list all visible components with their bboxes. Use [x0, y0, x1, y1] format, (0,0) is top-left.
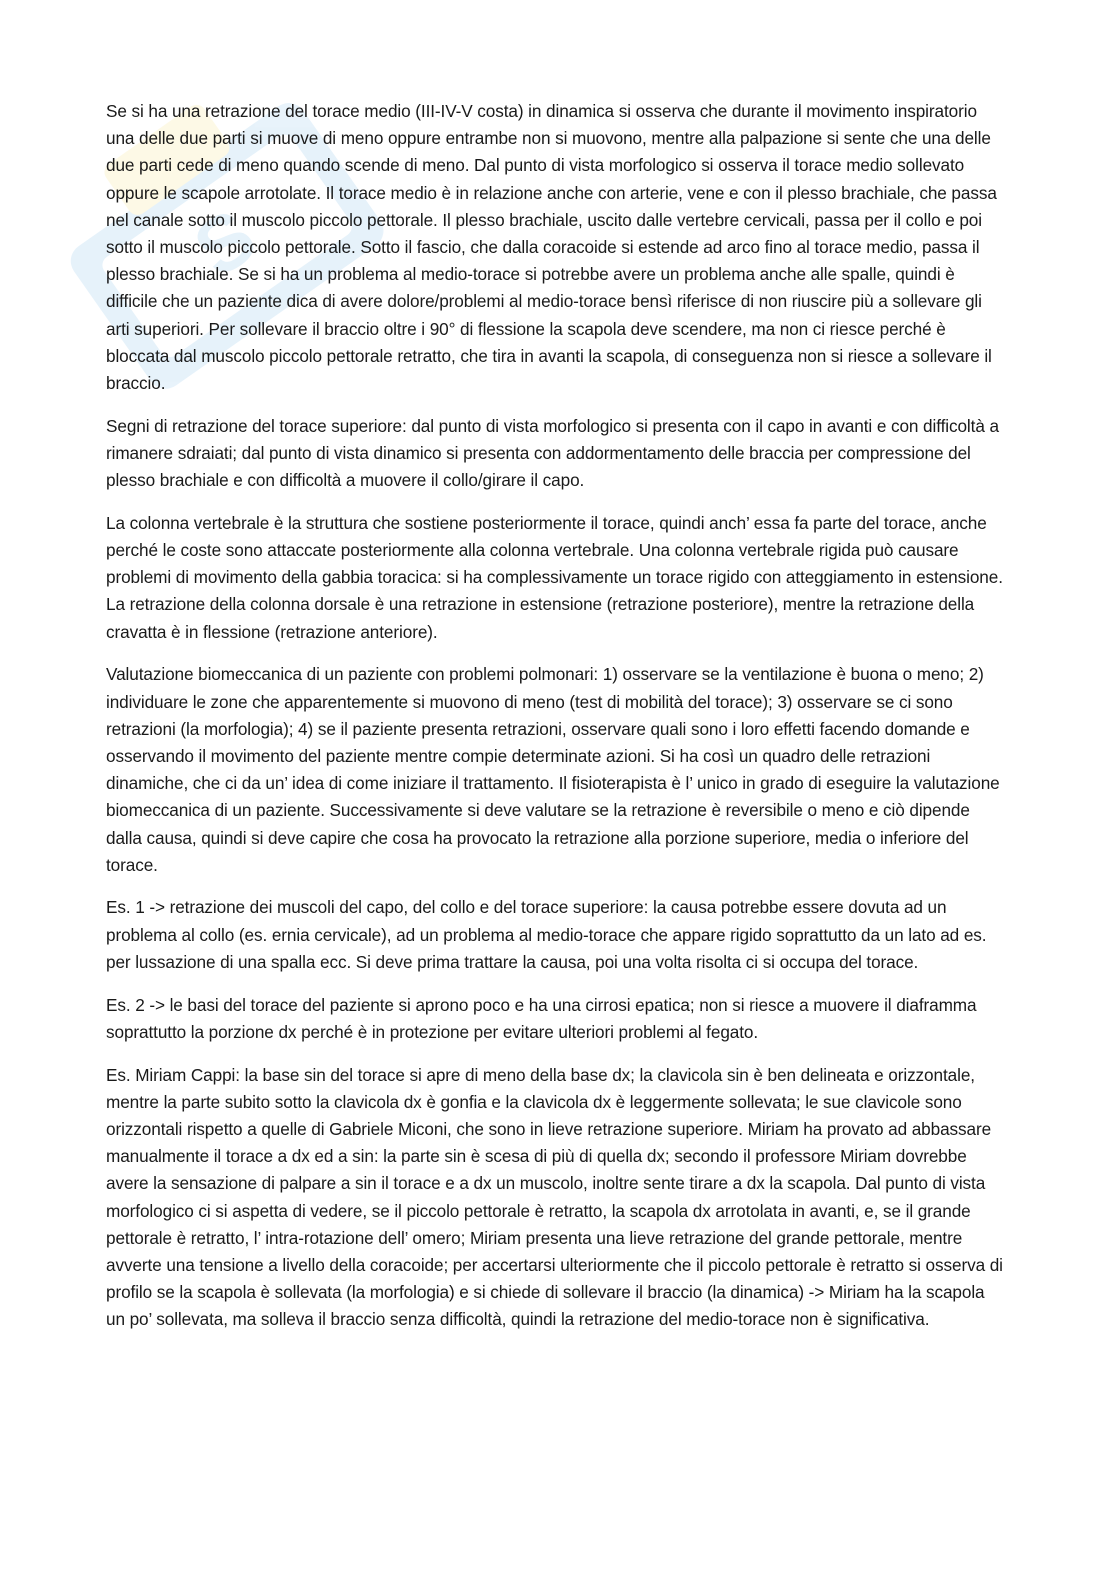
paragraph-esempio-miriam: Es. Miriam Cappi: la base sin del torace si apre di meno della base dx; la clavicola sin è ben delineata e orizzontale, mentre la parte subito sotto la clavicola dx è gonfia e la clavicola dx è leggermente sollevata; le sue clavicole sono orizzontali rispetto a quelle di Gabriele Miconi, che sono in lieve retrazione superiore. Miriam ha provato ad abbassare manualmente il torace a dx ed a sin: la parte sin è scesa di più di quella dx; secondo il professore Miriam dovrebbe avere la sensazione di palpare a sin il torace e a dx un muscolo, inoltre sente tirare a dx la scapola. Dal punto di vista morfologico ci si aspetta di vedere, se il piccolo pettorale è retratto, la scapola dx arrotolata in avanti, e, se il grande pettorale è retratto, l’ intra-rotazione dell’ omero; Miriam presenta una lieve retrazione del grande pettorale, mentre avverte una tensione a livello della coracoide; per accertarsi ulteriormente che il piccolo pettorale è retratto si osserva di profilo se la scapola è sollevata (la morfologia) e si chiede di sollevare il braccio (la dinamica) -> Miriam ha la scapola un po’ sollevata, ma solleva il braccio senza difficoltà, quindi la retrazione del medio-torace non è significativa. [106, 1064, 1003, 1330]
paragraph-esempio-1: Es. 1 -> retrazione dei muscoli del capo, del collo e del torace superiore: la causa potrebbe essere dovuta ad un problema al collo (es. ernia cervicale), ad un problema al medio-torace che appare rigido soprattutto da un lato ad es. per lussazione di una spalla ecc. Si deve prima trattare la causa, poi una volta risolta ci si occupa del torace. [106, 897, 987, 972]
svg-text:S: S [178, 191, 272, 294]
paragraph-torace-superiore: Segni di retrazione del torace superiore: dal punto di vista morfologico si presenta con il capo in avanti e con difficoltà a rimanere sdraiati; dal punto di vista dinamico si presenta con addormentamento delle braccia per compressione del plesso brachiale e con difficoltà a muovere il collo/girare il capo. [106, 415, 999, 491]
document-body [106, 98, 1006, 1349]
paragraph-torace-medio: Se si ha una retrazione del torace medio (III-IV-V costa) in dinamica si osserva che durante il movimento inspiratorio una delle due parti si muove di meno oppure entrambe non si muovono, mentre alla palpazione si sente che una delle due parti cede di meno quando scende di meno. Dal punto di vista morfologico si osserva il torace medio sollevato oppure le scapole arrotolate. Il torace medio è in relazione anche con arterie, vene e con il plesso brachiale, che passa nel canale sotto il muscolo piccolo pettorale. Il plesso brachiale, uscito dalle vertebre cervicali, passa per il collo e poi sotto il muscolo piccolo pettorale. Sotto il fascio, che dalla coracoide si estende ad arco fino al torace medio, passa il plesso brachiale. Se si ha un problema al medio-torace si potrebbe avere un problema anche alle spalle, quindi è difficile che un paziente dica di avere dolore/problemi al medio-torace bensì riferisce di non riuscire più a sollevare gli arti superiori. Per sollevare il braccio oltre i 90° di flessione la scapola deve scendere, ma non ci riesce perché è bloccata dal muscolo piccolo pettorale retratto, che tira in avanti la scapola, di conseguenza non si riesce a sollevare il braccio. [106, 101, 997, 394]
paragraph-valutazione-biomeccanica: Valutazione biomeccanica di un paziente con problemi polmonari: 1) osservare se la ventilazione è buona o meno; 2) individuare le zone che apparentemente si muovono di meno (test di mobilità del torace); 3) osservare se ci sono retrazioni (la morfologia); 4) se il paziente presenta retrazioni, osservare quali sono i loro effetti facendo domande e osservando il movimento del paziente mentre compie determinate azioni. Si ha così un quadro delle retrazioni dinamiche, che ci da un’ idea di come iniziare il trattamento. Il fisioterapista è l’ unico in grado di eseguire la valutazione biomeccanica di un paziente. Successivamente si deve valutare se la retrazione è reversibile o meno e ciò dipende dalla causa, quindi si deve capire che cosa ha provocato la retrazione alla porzione superiore, media o inferiore del torace. [106, 664, 1000, 875]
paragraph-esempio-2: Es. 2 -> le basi del torace del paziente si aprono poco e ha una cirrosi epatica; non si riesce a muovere il diaframma soprattutto la porzione dx perché è in protezione per evitare ulteriori problemi al fegato. [106, 994, 977, 1042]
paragraph-colonna-vertebrale: La colonna vertebrale è la struttura che sostiene posteriormente il torace, quindi anch’ essa fa parte del torace, anche perché le coste sono attaccate posteriormente alla colonna vertebrale. Una colonna vertebrale rigida può causare problemi di movimento della gabbia toracica: si ha complessivamente un torace rigido con atteggiamento in estensione. La retrazione della colonna dorsale è una retrazione in estensione (retrazione posteriore), mentre la retrazione della cravatta è in flessione (retrazione anteriore). [106, 512, 1003, 642]
